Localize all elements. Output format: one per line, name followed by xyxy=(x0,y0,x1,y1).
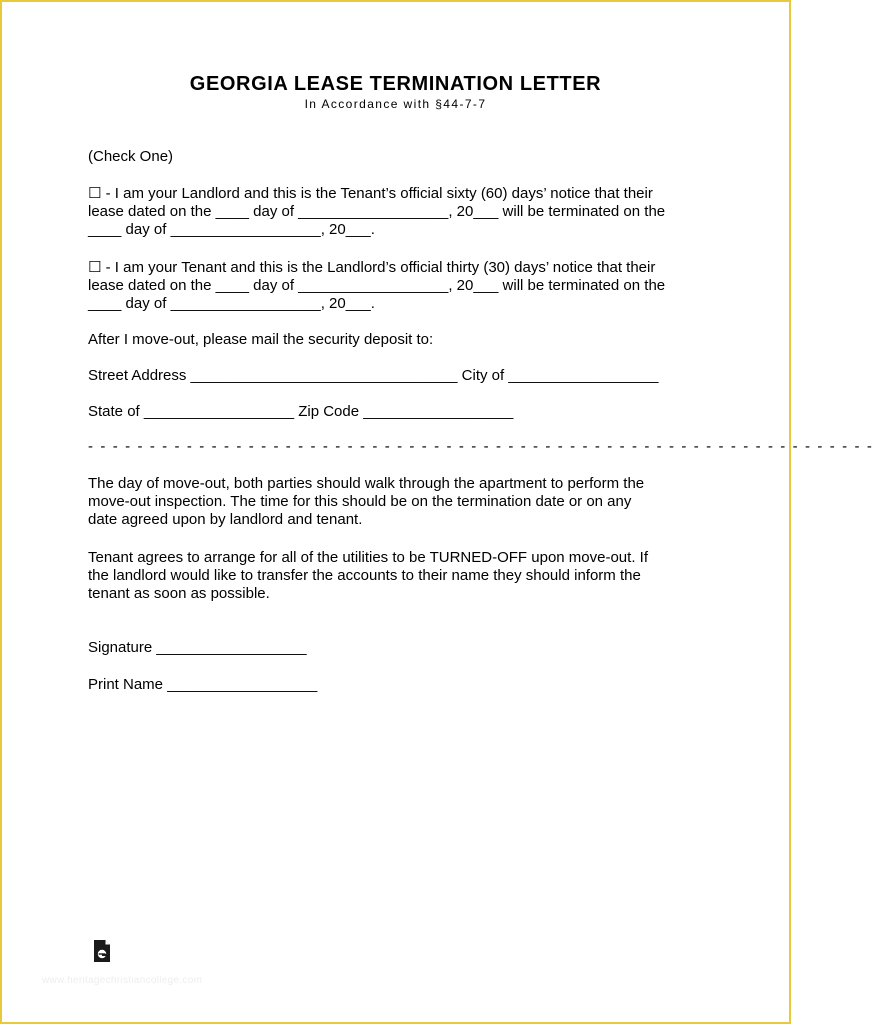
utilities-line-1: Tenant agrees to arrange for all of the utilities to be TURNED-OFF upon move-out. If xyxy=(88,549,648,566)
landlord-option-line-3: ____ day of __________________, 20___. xyxy=(88,221,375,238)
check-one-label xyxy=(88,148,698,166)
state-zip-line: State of __________________ Zip Code __________________ xyxy=(88,403,514,420)
section-divider: - - - - - - - - - - - - - - - - - - - - - - - - - - - - - - - - - - - - - - - - - - - - - - - - - - - - - - - - - - - - - - - - xyxy=(88,438,873,455)
document-title: GEORGIA LEASE TERMINATION LETTER xyxy=(189,73,602,95)
street-address-field xyxy=(88,367,698,385)
signature-line: Signature __________________ xyxy=(88,639,307,656)
mail-deposit-text xyxy=(88,331,698,349)
inspection-line-3: date agreed upon by landlord and tenant. xyxy=(88,511,363,528)
mail-deposit-line: After I move-out, please mail the security deposit to: xyxy=(88,331,434,348)
landlord-option-line-1: ☐ - I am your Landlord and this is the Tenant’s official sixty (60) days’ notice that their xyxy=(88,185,653,202)
inspection-paragraph xyxy=(88,475,698,529)
signature-field xyxy=(88,639,698,657)
check-one-text: (Check One) xyxy=(88,148,174,165)
state-zip-field xyxy=(88,403,698,421)
tenant-option-line-3: ____ day of __________________, 20___. xyxy=(88,295,375,312)
print-name-field xyxy=(88,676,698,694)
watermark-text: www.heritagechristiancollege.com xyxy=(42,975,203,986)
inspection-line-1: The day of move-out, both parties should walk through the apartment to perform the xyxy=(88,475,645,492)
landlord-option-line-2: lease dated on the ____ day of __________________, 20___ will be terminated on the xyxy=(88,203,666,220)
tenant-option-line-1: ☐ - I am your Tenant and this is the Landlord’s official thirty (30) days’ notice that their xyxy=(88,259,656,276)
landlord-option xyxy=(88,185,698,239)
inspection-line-2: move-out inspection. The time for this should be on the termination date or on any xyxy=(88,493,632,510)
document-subtitle: In Accordance with §44-7-7 xyxy=(304,97,487,111)
utilities-paragraph xyxy=(88,549,698,603)
utilities-line-2: the landlord would like to transfer the accounts to their name they should inform the xyxy=(88,567,641,584)
tenant-option xyxy=(88,259,698,313)
print-name-line: Print Name __________________ xyxy=(88,676,318,693)
eforms-logo-icon xyxy=(93,939,111,963)
utilities-line-3: tenant as soon as possible. xyxy=(88,585,270,602)
tenant-option-line-2: lease dated on the ____ day of __________________, 20___ will be terminated on the xyxy=(88,277,666,294)
street-city-line: Street Address ________________________________ City of __________________ xyxy=(88,367,659,384)
